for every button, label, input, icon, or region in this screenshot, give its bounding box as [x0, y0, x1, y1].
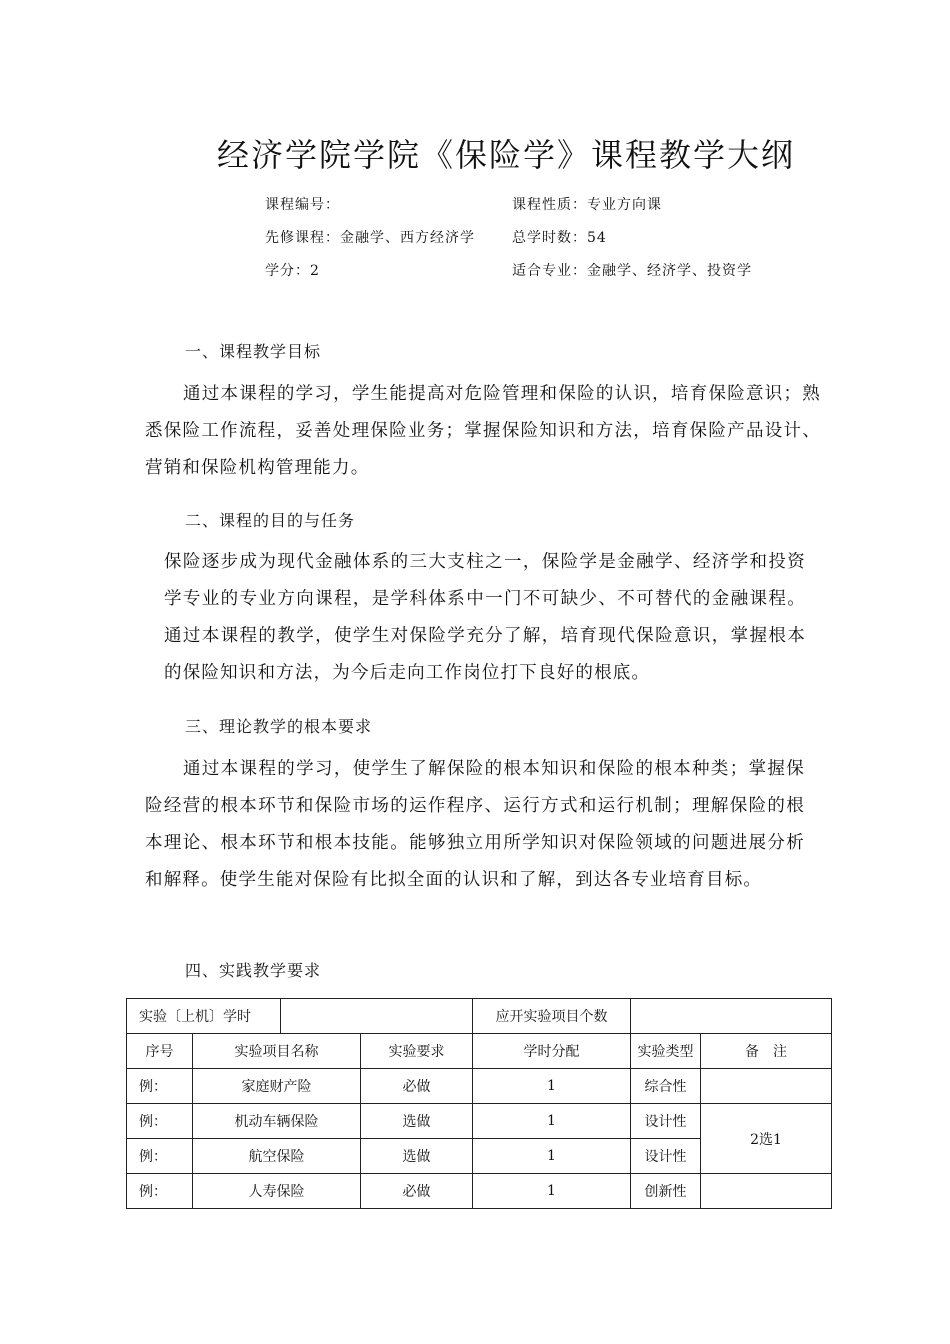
lab-hours-value	[281, 999, 473, 1034]
header-project-name: 实验项目名称	[193, 1034, 361, 1069]
lab-hours-label: 实验〔上机〕学时	[127, 999, 281, 1034]
course-code: 课程编号：	[265, 197, 340, 213]
table-header-row	[127, 1034, 832, 1069]
header-type: 实验类型	[631, 1034, 701, 1069]
table-row	[127, 1104, 832, 1139]
header-note: 备 注	[701, 1034, 832, 1069]
section-1-body: 通过本课程的学习，学生能提高对危险管理和保险的认识，培育保险意识；熟悉保险工作流程，妥善处理保险业务；掌握保险知识和方法，培育保险产品设计、营销和保险机构管理能力。	[145, 384, 821, 478]
row-note-choose: 2选1	[701, 1104, 832, 1174]
header-requirement: 实验要求	[361, 1034, 473, 1069]
credits: 学分：2	[265, 263, 320, 279]
row-note	[701, 1174, 832, 1209]
row-name: 人寿保险	[193, 1174, 361, 1209]
row-requirement: 必做	[361, 1174, 473, 1209]
row-hours: 1	[473, 1139, 631, 1174]
table-row	[127, 1174, 832, 1209]
section-3-heading: 三、理论教学的根本要求	[185, 717, 373, 736]
header-no: 序号	[127, 1034, 193, 1069]
row-type: 设计性	[631, 1139, 701, 1174]
row-no: 例：	[127, 1174, 193, 1209]
row-requirement: 必做	[361, 1069, 473, 1104]
prerequisites: 先修课程：金融学、西方经济学	[265, 230, 475, 246]
row-type: 创新性	[631, 1174, 701, 1209]
course-nature: 课程性质：专业方向课	[512, 197, 662, 213]
row-name: 航空保险	[193, 1139, 361, 1174]
header-hours: 学时分配	[473, 1034, 631, 1069]
table-row	[127, 1069, 832, 1104]
row-note	[701, 1069, 832, 1104]
experiment-table	[126, 998, 832, 1209]
page-title: 经济学院学院《保险学》课程教学大纲	[216, 136, 795, 174]
section-3-body: 通过本课程的学习，使学生了解保险的根本知识和保险的根本种类；掌握保险经营的根本环节和保险市场的运作程序、运行方式和运行机制；理解保险的根本理论、根本环节和根本技能。能够独立用所学知识对保险领域的问题进展分析和解释。使学生能对保险有比拟全面的认识和了解，到达各专业培育目标。	[145, 759, 805, 890]
row-name: 机动车辆保险	[193, 1104, 361, 1139]
row-type: 设计性	[631, 1104, 701, 1139]
project-count-label: 应开实验项目个数	[473, 999, 631, 1034]
row-requirement: 选做	[361, 1139, 473, 1174]
section-4-heading: 四、实践教学要求	[185, 961, 322, 980]
row-no: 例：	[127, 1069, 193, 1104]
row-no: 例：	[127, 1104, 193, 1139]
section-2-body: 保险逐步成为现代金融体系的三大支柱之一，保险学是金融学、经济学和投资学专业的专业方向课程，是学科体系中一门不可缺少、不可替代的金融课程。通过本课程的教学，使学生对保险学充分了解，培育现代保险意识，掌握根本的保险知识和方法，为今后走向工作岗位打下良好的根底。	[164, 552, 806, 683]
project-count-value	[631, 999, 832, 1034]
section-2-heading: 二、课程的目的与任务	[185, 511, 356, 530]
row-requirement: 选做	[361, 1104, 473, 1139]
row-no: 例：	[127, 1139, 193, 1174]
total-hours: 总学时数：54	[512, 230, 607, 246]
table-summary-row	[127, 999, 832, 1034]
row-hours: 1	[473, 1174, 631, 1209]
row-name: 家庭财产险	[193, 1069, 361, 1104]
row-type: 综合性	[631, 1069, 701, 1104]
row-hours: 1	[473, 1104, 631, 1139]
row-hours: 1	[473, 1069, 631, 1104]
applicable-majors: 适合专业：金融学、经济学、投资学	[512, 263, 752, 279]
section-1-heading: 一、课程教学目标	[185, 342, 322, 361]
